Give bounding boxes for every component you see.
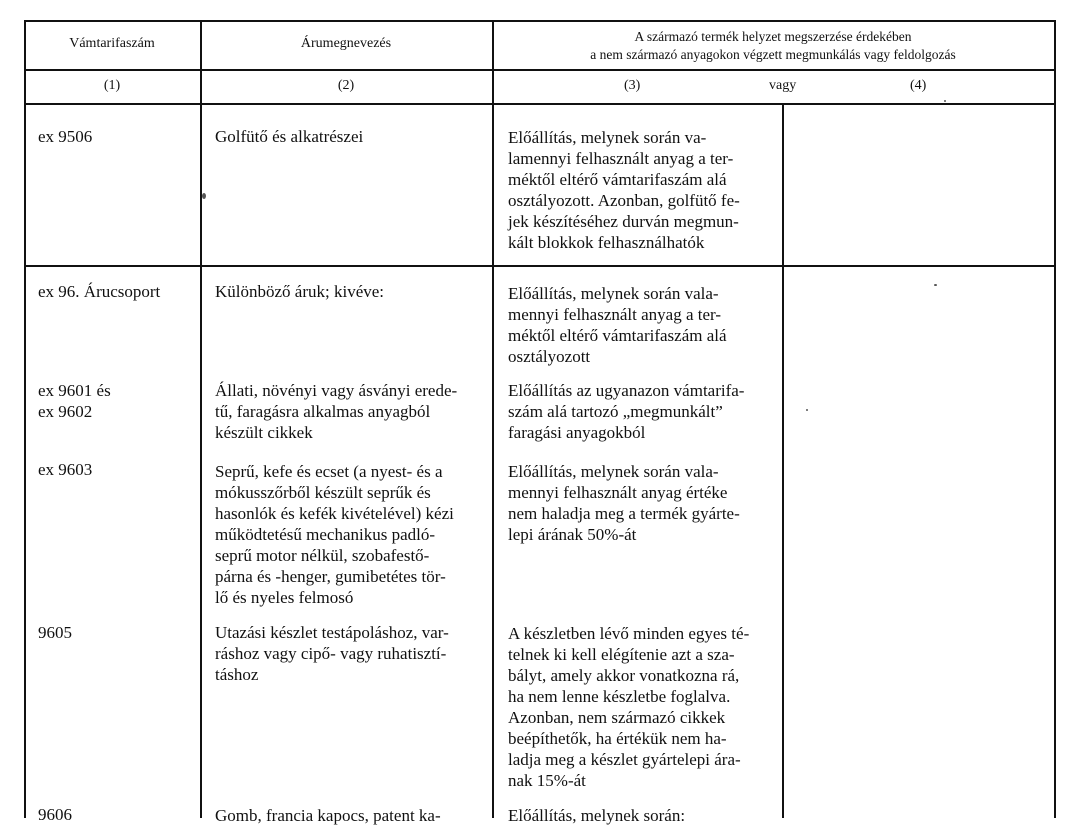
- row3-code: [38, 380, 111, 422]
- row3-code-line: ex 9602: [38, 402, 93, 421]
- row4-rule-line: mennyi felhasznált anyag értéke: [508, 483, 728, 502]
- header-bottom-border: [24, 103, 1055, 105]
- row1-desc: Golfütő és alkatrészei: [215, 127, 364, 146]
- row1-rule: [508, 127, 770, 253]
- row2-code: ex 96. Árucsoport: [38, 282, 161, 301]
- row2-rule-line: méktől eltérő vámtarifaszám alá: [508, 326, 727, 345]
- col3-divider: [782, 105, 784, 818]
- row3-desc: [215, 380, 480, 443]
- row3-desc-line: készült cikkek: [215, 423, 313, 442]
- row5-desc-line: ráshoz vagy cipő- vagy ruhatisztí-: [215, 644, 447, 663]
- row1-rule-line: kált blokkok felhasználhatók: [508, 233, 705, 252]
- table-right-border: [1054, 20, 1056, 818]
- row1-rule-line: lamennyi felhasznált anyag a ter-: [508, 149, 734, 168]
- row5-rule: [508, 623, 770, 791]
- row4-desc: [215, 461, 480, 608]
- row4-desc-line: hasonlók és kefék kivételével) kézi: [215, 504, 454, 523]
- header-num4: (4): [910, 78, 927, 93]
- row4-desc-line: lő és nyeles felmosó: [215, 588, 354, 607]
- row5-rule-line: telnek ki kell elégítenie azt a sza-: [508, 645, 735, 664]
- row3-code-line: ex 9601 és: [38, 381, 111, 400]
- row4-desc-line: seprű motor nélkül, szobafestő-: [215, 546, 430, 565]
- row-divider: [24, 265, 1055, 267]
- row1-rule-line: Előállítás, melynek során va-: [508, 128, 707, 147]
- header-divider: [24, 69, 1055, 71]
- row2-rule-line: Előállítás, melynek során vala-: [508, 284, 719, 303]
- row5-rule-line: beépíthetők, ha értékük nem ha-: [508, 729, 727, 748]
- row5-desc-line: Utazási készlet testápoláshoz, var-: [215, 623, 449, 642]
- row3-desc-line: tű, faragásra alkalmas anyagból: [215, 402, 431, 421]
- row5-rule-line: nak 15%-át: [508, 771, 586, 790]
- header-col1: Vámtarifaszám: [69, 36, 155, 51]
- col2-divider: [492, 20, 494, 818]
- row5-rule-line: ha nem lenne készletbe foglalva.: [508, 687, 731, 706]
- row1-rule-line: jek készítéséhez durván megmun-: [508, 212, 739, 231]
- row4-rule-line: nem haladja meg a termék gyárte-: [508, 504, 740, 523]
- header-col2: Árumegnevezés: [300, 36, 392, 51]
- scan-speck: [944, 100, 946, 102]
- header-or: vagy: [769, 78, 797, 93]
- row4-desc-line: mókusszőrből készült seprűk és: [215, 483, 431, 502]
- row4-rule: [508, 461, 770, 545]
- row4-desc-line: párna és -henger, gumibetétes tör-: [215, 567, 446, 586]
- row4-rule-line: Előállítás, melynek során vala-: [508, 462, 719, 481]
- table-top-border: [24, 20, 1055, 22]
- scan-speck: [934, 284, 937, 286]
- row2-rule-line: osztályozott: [508, 347, 591, 366]
- row6-rule-line: Előállítás, melynek során:: [508, 806, 686, 825]
- row6-desc-line: Gomb, francia kapocs, patent ka-: [215, 806, 441, 825]
- row5-desc: [215, 622, 480, 685]
- row6-rule: [508, 805, 685, 826]
- row3-rule-line: faragási anyagokból: [508, 423, 646, 442]
- row1-code: ex 9506: [38, 127, 93, 146]
- col1-divider: [200, 20, 202, 818]
- row1-rule-line: méktől eltérő vámtarifaszám alá: [508, 170, 727, 189]
- row4-desc-line: Seprű, kefe és ecset (a nyest- és a: [215, 462, 443, 481]
- row5-rule-line: A készletben lévő minden egyes té-: [508, 624, 750, 643]
- row5-rule-line: bályt, amely akkor vonatkozna rá,: [508, 666, 740, 685]
- header-num3: (3): [624, 78, 641, 93]
- scan-speck: [806, 409, 808, 411]
- row5-desc-line: táshoz: [215, 665, 259, 684]
- table-left-border: [24, 20, 26, 818]
- row3-desc-line: Állati, növényi vagy ásványi erede-: [215, 381, 458, 400]
- row4-rule-line: lepi árának 50%-át: [508, 525, 637, 544]
- row2-desc: Különböző áruk; kivéve:: [215, 282, 385, 301]
- row3-rule-line: Előállítás az ugyanazon vámtarifa-: [508, 381, 745, 400]
- header-num1: (1): [103, 78, 121, 93]
- row2-rule-line: mennyi felhasznált anyag a ter-: [508, 305, 722, 324]
- row3-rule: [508, 380, 770, 443]
- row4-desc-line: működtetésű mechanikus padló-: [215, 525, 436, 544]
- row6-code: 9606: [38, 805, 72, 824]
- tariff-table: [24, 20, 1055, 825]
- row5-rule-line: Azonban, nem származó cikkek: [508, 708, 726, 727]
- row1-rule-line: osztályozott. Azonban, golfütő fe-: [508, 191, 740, 210]
- row5-rule-line: ladja meg a készlet gyártelepi ára-: [508, 750, 741, 769]
- scan-speck: [202, 193, 206, 199]
- header-num2: (2): [337, 78, 355, 93]
- row3-rule-line: szám alá tartozó „megmunkált”: [508, 402, 723, 421]
- row2-rule: [508, 283, 770, 367]
- row4-code: ex 9603: [38, 460, 93, 479]
- header-col3-line2: a nem származó anyagokon végzett megmunkálás vagy feldolgozás: [590, 47, 956, 62]
- header-col3-line1: A származó termék helyzet megszerzése érdekében: [634, 29, 912, 44]
- row6-desc: [215, 805, 480, 826]
- row5-code: 9605: [38, 623, 72, 642]
